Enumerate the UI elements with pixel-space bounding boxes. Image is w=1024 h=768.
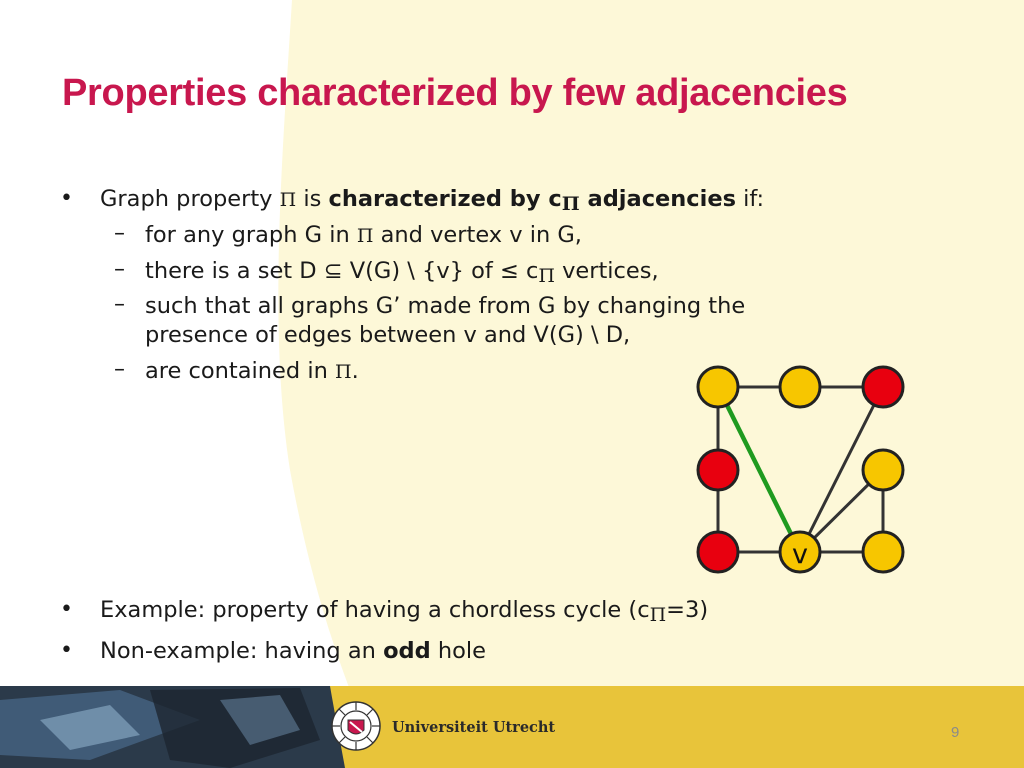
example-graph <box>690 362 920 587</box>
graph-vertex <box>698 367 738 407</box>
graph-vertex <box>863 450 903 490</box>
bullet-definition: Graph property Π is characterized by $c_\Pi$ adjacencies if: <box>100 186 765 215</box>
sub-bullet-contained: are contained in Π. <box>145 358 359 384</box>
dash-marker: – <box>114 292 125 317</box>
graph-vertex <box>698 450 738 490</box>
university-seal-icon <box>330 700 382 752</box>
slide-title: Properties characterized by few adjacencies <box>62 72 848 114</box>
bullet-marker: • <box>60 638 73 663</box>
sub-bullet-changing-edges-1: such that all graphs G’ made from G by changing the <box>145 293 746 319</box>
dash-marker: – <box>114 357 125 382</box>
sub-bullet-set-d: there is a set D ⊆ V(G) \ {v} of ≤ $c_\Pi$ vertices, <box>145 258 659 287</box>
sub-bullet-changing-edges-2: presence of edges between v and V(G) \ D, <box>145 322 631 348</box>
graph-vertex <box>863 532 903 572</box>
dash-marker: – <box>114 257 125 282</box>
bullet-non-example: Non-example: having an odd hole <box>100 638 487 664</box>
vertex-v-label: v <box>792 539 808 570</box>
dash-marker: – <box>114 221 125 246</box>
bullet-example: Example: property of having a chordless cycle $(c_\Pi=3)$ <box>100 597 709 626</box>
bullet-marker: • <box>60 186 73 211</box>
sub-bullet-any-graph: for any graph G in Π and vertex v in G, <box>145 222 582 248</box>
page-number: 9 <box>951 724 960 741</box>
university-name: Universiteit Utrecht <box>392 719 556 736</box>
pi-symbol: Π <box>279 189 297 211</box>
graph-vertex <box>698 532 738 572</box>
bullet-marker: • <box>60 597 73 622</box>
graph-vertex <box>863 367 903 407</box>
graph-vertex <box>780 367 820 407</box>
